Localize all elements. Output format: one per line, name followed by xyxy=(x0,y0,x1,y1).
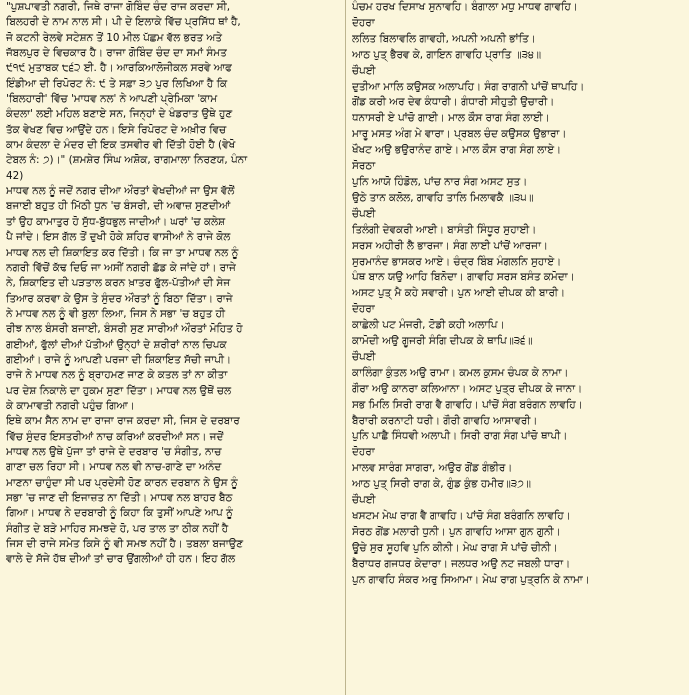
right-column-line: ਚੌਪਈ xyxy=(352,64,376,77)
right-column-line: ਚੌਪਈ xyxy=(352,350,376,363)
right-column-line: ਦੁਤੀਆ ਮਾਲਿ ਕਉਸਕ ਅਲਾਪਹਿ। ਸੰਗ ਰਾਗਨੀ ਪਾਂਚੋਂ ਥਾਪਹਿ। xyxy=(352,80,585,93)
right-column-line: ਪੰਚਮ ਹਰਖ ਦਿਸਾਖ ਸੁਨਾਵਹਿ। ਬੰਗਾਲਾ ਮਧੁ ਮਾਧਵ ਗਾਵਹਿ। xyxy=(352,1,578,13)
right-column-line: ਸੁਰਮਾਨੰਦ ਭਾਸਕਰ ਆਏ। ਚੰਦ੍ਰ ਬਿੰਬ ਮੰਗਲਨਿ ਸੁਹਾਏ। xyxy=(352,255,562,268)
left-column-line: ਪੈ ਜਾਂਦੇ। ਇਸ ਗੱਲ ਤੋਂ ਦੁਖੀ ਹੋਕੇ ਸ਼ਹਿਰ ਵਾਸੀਆਂ ਨੇ ਰਾਜੇ ਕੋਲ xyxy=(6,231,231,244)
left-column-line: ਗਾਣਾ ਚਲ ਰਿਹਾ ਸੀ। ਮਾਧਵ ਨਲ ਵੀ ਨਾਚ-ਗਾਣੇ ਦਾ ਅਨੰਦ xyxy=(6,461,222,474)
left-column-line: ਤਿਆਰ ਕਰਵਾ ਕੇ ਉਸ ਤੇ ਸੁੰਦਰ ਔਰਤਾਂ ਨੂੰ ਬਿਠਾ ਦਿੱਤਾ। ਰਾਜੇ xyxy=(6,292,233,305)
left-column-line: ਨੇ ਮਾਧਵ ਨਲ ਨੂੰ ਵੀ ਬੁਲਾ ਲਿਆ, ਜਿਸ ਨੇ ਸਭਾ 'ਚ ਬਹੁਤ ਹੀ xyxy=(6,307,226,320)
right-column-line: ਪੁਨਿ ਪਾਛੈ ਸਿੰਧਵੀ ਅਲਾਪੀ। ਸਿਰੀ ਰਾਗ ਸੰਗ ਪਾਂਚੋ ਥਾਪੀ। xyxy=(352,430,568,443)
right-column-line: ਪੁਨ ਗਾਵਹਿ ਸੰਕਰ ਅਰੁ ਸਿਆਮਾ। ਮੇਘ ਰਾਗ ਪੁਤ੍ਰਨਿ ਕੇ ਨਾਮਾ। xyxy=(352,573,590,586)
right-column-line: ਅਸਟ ਪੁਤ੍ ਮੈ ਕਹੇ ਸਵਾਰੀ। ਪੁਨ ਆਈ ਦੀਪਕ ਕੀ ਬਾਰੀ। xyxy=(352,287,566,300)
left-column-line: ਮਾਣਨਾ ਚਾਹੁੰਦਾ ਸੀ ਪਰ ਪ੍ਰਦੇਸੀ ਹੋਣ ਕਾਰਨ ਦਰਬਾਨ ਨੇ ਉਸ ਨੂੰ xyxy=(6,476,238,489)
left-column-line: ਤਾਂ ਉਹ ਕਾਮਾਤੁਰ ਹੋ ਸੁੱਧ-ਬੁੱਧਭੁਲ ਜਾਦੀਆਂ। ਘਰਾਂ 'ਚ ਕਲੇਸ਼ xyxy=(6,215,225,228)
right-column-line: ਊਚੇ ਸੁਰ ਸੂਹਵਿ ਪੁਨਿ ਕੀਨੀ। ਮੇਘ ਰਾਗ ਸੋ ਪਾਂਚੋ ਚੀਨੀ। xyxy=(352,541,558,554)
left-column-line: ਇੰਡੀਆ ਦੀ ਰਿਪੋਰਟ ਨੰ: ੯ ਤੇ ਸਫ਼ਾ ੩੭ ਪੁਰ ਲਿਖਿਆ ਹੈ ਕਿ xyxy=(6,77,228,90)
left-column-line: ਤੱਕ ਵੇਖਣ ਵਿਚ ਆਉਂਦੇ ਹਨ। ਇਸੇ ਰਿਪੋਰਟ ਦੇ ਅਖ਼ੀਰ ਵਿਚ xyxy=(6,123,227,136)
left-column-line: ਵਿੱਚ ਸੁੰਦਰ ਇਸਤਰੀਆਂ ਨਾਚ ਕਰਿਆਂ ਕਰਦੀਆਂ ਸਨ। ਜਦੋਂ xyxy=(6,430,224,443)
right-column-line: ਪੰਥ ਬਾਨ ਯਉ ਆਹਿ ਬਿਨੋਦਾ। ਗਾਵਹਿ ਸਰਸ ਬਸੰਤ ਕਮੋਦਾ। xyxy=(352,271,575,284)
right-column-line: ਕਾਮੋਦੀ ਅਉ ਗੂਜਰੀ ਸੰਗਿ ਦੀਪਕ ਕੇ ਥਾਪਿ॥੩੬॥ xyxy=(352,335,533,348)
right-column-line: ਕਾਛੇਲੀ ਪਟ ਮੰਜਰੀ, ਟੋਡੀ ਕਹੀ ਅਲਾਪਿ। xyxy=(352,319,505,332)
left-column-line: ਮਾਧਵ ਨਲ ਨੂੰ ਜਦੋਂ ਨਗਰ ਦੀਆ ਔਰਤਾਂ ਵੇਖਦੀਆਂ ਜਾ ਉਸ ਵੱਲੋਂ xyxy=(6,185,235,198)
right-column-line: ਬੈਰਾਰੀ ਕਰਨਾਟੀ ਧਰੀ। ਗੌਰੀ ਗਾਵਹਿ ਆਸਾਵਰੀ। xyxy=(352,414,538,427)
left-column-line: ਜੋ ਕਟਨੀ ਰੇਲਵੇ ਸਟੇਸ਼ਨ ਤੋਂ 10 ਮੀਲ ਪੱਛਮ ਵੱਲ ਭਰਤ ਅਤੇ xyxy=(6,31,222,44)
left-column-line: ਟੇਬਲ ਨੰ: ੭)।" (ਸ਼ਮਸ਼ੇਰ ਸਿੰਘ ਅਸ਼ੋਕ, ਰਾਗਮਾਲਾ ਨਿਰਣਯ, ਪੰਨਾ xyxy=(6,154,248,167)
right-column-line: ਪੁਨਿ ਆਯੋ ਹਿੰਡੋਲ, ਪਾਂਚ ਨਾਰ ਸੰਗ ਅਸਟ ਸੁਤ। xyxy=(352,175,528,188)
right-column-line: ਦੋਹਰਾ xyxy=(352,303,375,316)
left-column-line: ਮਾਧਵ ਨਲ ਦੀ ਸ਼ਿਕਾਇਤ ਕਰ ਦਿੱਤੀ। ਕਿ ਜਾ ਤਾ ਮਾਧਵ ਨਲ ਨੂੰ xyxy=(6,246,239,259)
left-column-line: 'ਬਿਲਹਾਰੀ' ਵਿੱਚ 'ਮਾਧਵ ਨਲ' ਨੇ ਆਪਣੀ ਪ੍ਰੇਮਿਕਾ 'ਕਾਮ xyxy=(6,93,218,106)
right-column-line: ਮਾਰੂ ਮਸਤ ਅੰਗ ਮੇ ਵਾਰਾ। ਪ੍ਰਬਲ ਚੰਦ ਕਉਸਕ ਉਭਾਰਾ। xyxy=(352,128,567,141)
right-column-line: ਚੌਪਈ xyxy=(352,494,376,507)
left-column-line: ਪਰ ਦੇਸ਼ ਨਿਕਾਲੇ ਦਾ ਹੁਕਮ ਸੁਣਾ ਦਿੱਤਾ। ਮਾਧਵ ਨਲ ਉਥੋਂ ਚਲ xyxy=(6,384,232,397)
left-column-line: ਗਈਆਂ, ਫੁੱਲਾਂ ਦੀਆਂ ਪੱਤੀਆਂ ਉਨ੍ਹਾਂ ਦੇ ਸ਼ਰੀਰਾਂ ਨਾਲ ਚਿਪਕ xyxy=(6,338,227,351)
left-column-line: ਗਈਆਂ। ਰਾਜੇ ਨੂੰ ਆਪਣੀ ਪਰਜਾ ਦੀ ਸ਼ਿਕਾਇਤ ਸੱਚੀ ਜਾਪੀ। xyxy=(6,353,232,366)
left-column-line: ਨਗਰੀ ਵਿੱਚੋਂ ਕੱਢ ਦਿਓ ਜਾ ਅਸੀਂ ਨਗਰੀ ਛੱਡ ਕੇ ਜਾਂਦੇ ਹਾਂ। ਰਾਜੇ xyxy=(6,261,236,274)
right-column-line: ਲਲਿਤ ਬਿਲਾਵਲਿ ਗਾਵਹੀ, ਅਪਨੀ ਅਪਨੀ ਭਾਂਤਿ। xyxy=(352,32,536,45)
right-column-line: ਧਨਾਸਰੀ ਏ ਪਾਂਚੋ ਗਾਈ। ਮਾਲ ਕੌਸ ਰਾਗ ਸੰਗ ਲਾਈ। xyxy=(352,112,550,125)
right-column-line: ਸਰਸ ਅਹੀਰੀ ਲੈ ਭਾਰਜਾ। ਸੰਗ ਲਾਈ ਪਾਂਚੋਂ ਆਰਜਾ। xyxy=(352,239,548,252)
left-column-line: ਇਥੇ ਕਾਮ ਸੈਨ ਨਾਮ ਦਾ ਰਾਜਾ ਰਾਜ ਕਰਦਾ ਸੀ, ਜਿਸ ਦੇ ਦਰਬਾਰ xyxy=(6,415,240,428)
left-column-line: ਬਿਲਹਰੀ ਦੇ ਨਾਮ ਨਾਲ ਸੀ। ਪੀ ਦੇ ਇਲਾਕੇ ਵਿੱਚ ਪ੍ਰਸਿੱਧ ਥਾਂ ਹੈ, xyxy=(6,16,241,29)
right-column-line: ਚੌਪਈ xyxy=(352,207,376,220)
left-column-line: ਸੰਗੀਤ ਦੇ ਬੜੇ ਮਾਹਿਰ ਸਮਝਦੇ ਹੋ, ਪਰ ਤਾਲ ਤਾ ਠੀਕ ਨਹੀਂ ਹੈ xyxy=(6,522,229,535)
right-column-line: ਗੋਂਡ ਕਰੀ ਅਰ ਦੇਵ ਕੰਧਾਰੀ। ਗੰਧਾਰੀ ਸੀਹੁਤੀ ਉਚਾਰੀ। xyxy=(352,96,555,109)
right-column-line: ਆਠ ਪੁਤ੍ ਭੈਰਵ ਕੇ, ਗਾਇਨ ਗਾਵਹਿ ਪ੍ਰਾਤਿ ॥੩੪॥ xyxy=(352,48,542,61)
left-column-line: 42) xyxy=(6,169,24,182)
left-column-line: ਕੰਦਲਾ' ਲਈ ਮਹਿਲ ਬਣਾਏ ਸਨ, ਜਿਨ੍ਹਾਂ ਦੇ ਖੰਡਰਾਤ ਉਥੇ ਹੁਣ xyxy=(6,108,233,121)
left-column-line: ਰਾਜੇ ਨੇ ਮਾਧਵ ਨਲ ਨੂੰ ਬ੍ਰਾਹਮਣ ਜਾਣ ਕੇ ਕਤਲ ਤਾਂ ਨਾ ਕੀਤਾ xyxy=(6,369,228,382)
left-column-line: ਸਭਾ 'ਚ ਜਾਣ ਦੀ ਇਜਾਜ਼ਤ ਨਾ ਦਿੱਤੀ। ਮਾਧਵ ਨਲ ਬਾਹਰ ਬੈਠ xyxy=(6,492,233,504)
right-column xyxy=(346,0,689,695)
left-column-line: ਮਾਧਵ ਨਲ ਉਥੇ ਪੁੱਜਾ ਤਾਂ ਰਾਜੇ ਦੇ ਦਰਬਾਰ 'ਚ ਸੰਗੀਤ, ਨਾਚ xyxy=(6,445,222,458)
right-column-line: ਗੌਰਾ ਅਉ ਕਾਨਰਾ ਕਲਿਆਨਾ। ਅਸਟ ਪੁਤ੍ਰ ਦੀਪਕ ਕੇ ਜਾਨਾ। xyxy=(352,382,583,395)
right-column-line: ਸੋਰਠਾ xyxy=(352,160,376,173)
right-column-line: ਤਿਲੰਗੀ ਦੇਵਕਰੀ ਆਈ। ਬਾਸੰਤੀ ਸਿੰਧੂਰ ਸੁਹਾਈ। xyxy=(352,223,537,236)
right-column-line: ਕਾਲਿੰਗਾ ਕੁੰਤਲ ਅਉ ਰਾਮਾ। ਕਮਲ ਕੁਸਮ ਚੰਪਕ ਕੇ ਨਾਮਾ। xyxy=(352,366,569,379)
left-column-line: ਬਜਾਈ ਬਹੁਤ ਹੀ ਮਿੱਠੀ ਧੁਨ 'ਚ ਬੰਸਰੀ, ਦੀ ਅਵਾਜ਼ ਸੁਣਦੀਆਂ xyxy=(6,200,231,213)
left-column-line: ਕਾਮ ਕੰਦਲਾ ਦੇ ਮੰਦਰ ਦੀ ਇਕ ਤਸਵੀਰ ਵੀ ਦਿੱਤੀ ਹੋਈ ਹੈ (ਵੇਖੋ xyxy=(6,139,236,152)
right-column-line: ਸੋਰਠ ਗੋਂਡ ਮਲਾਰੀ ਧੁਨੀ। ਪੁਨ ਗਾਵਹਿ ਆਸਾ ਗੁਨ ਗੁਨੀ। xyxy=(352,525,561,538)
left-column-line: ਵਾਲੇ ਦੇ ਸੱਜੇ ਹੱਥ ਦੀਆਂ ਤਾਂ ਚਾਰ ਉਂਗਲੀਆਂ ਹੀ ਹਨ। ਇਹ ਗੱਲ xyxy=(6,553,236,566)
right-column-line: ਖਸਟਮ ਮੇਘ ਰਾਗ ਵੈ ਗਾਵਹਿ। ਪਾਂਚੋ ਸੰਗ ਬਰੰਗਨਿ ਲਾਵਹਿ। xyxy=(352,510,571,522)
left-column-line: ਨੇ, ਸ਼ਿਕਾਇਤ ਦੀ ਪੜਤਾਲ ਕਰਨ ਖ਼ਾਤਰ ਫੁੱਲ-ਪੱਤੀਆਂ ਦੀ ਸੇਜ xyxy=(6,277,231,290)
right-column-line: ਬੈਰਾਧਰ ਗਜਧਰ ਕੇਦਾਰਾ। ਜਲਧਰ ਅਉ ਨਟ ਜਬਲੀ ਧਾਰਾ। xyxy=(352,557,571,570)
right-column-line: ਦੋਹਰਾ xyxy=(352,16,375,29)
right-column-line: ਆਠ ਪੁਤ੍ ਸਿਰੀ ਰਾਗ ਕੇ, ਗੁੰਡ ਕੁੰਭ ਹਮੀਰ॥੩੭॥ xyxy=(352,478,531,491)
right-column-line: ਮਾਲਵ ਸਾਰੰਗ ਸਾਗਰਾ, ਅਉਰ ਗੋਂਡ ਗੰਭੀਰ। xyxy=(352,462,513,475)
right-column-line: ਦੋਹਰਾ xyxy=(352,446,375,459)
left-column-line: ਜਿਸ ਦੀ ਰਾਜੇ ਸਮੇਤ ਕਿਸੇ ਨੂੰ ਵੀ ਸਮਝ ਨਹੀਂ ਹੈ। ਤਬਲਾ ਬਜਾਉਣ xyxy=(6,538,244,551)
left-column-line: ਰੀਝ ਨਾਲ ਬੰਸਰੀ ਬਜਾਈ, ਬੰਸਰੀ ਸੁਣ ਸਾਰੀਆਂ ਔਰਤਾਂ ਮੋਹਿਤ ਹੋ xyxy=(6,323,243,336)
left-column-line: ਕੇ ਕਾਮਾਵਤੀ ਨਗਰੀ ਪਹੁੰਚ ਗਿਆ। xyxy=(6,399,135,412)
left-column-line: ੯੧੯ ਮੁਤਾਬਕ ੮੬੨ ਈ. ਹੈ। ਆਰਕਿਆਲੋਜੀਕਲ ਸਰਵੇ ਆਫ xyxy=(6,62,232,75)
left-column-line: ਜੱਬਲਪੁਰ ਦੇ ਵਿਚਕਾਰ ਹੈ। ਰਾਜਾ ਗੋਬਿੰਦ ਚੰਦ ਦਾ ਸਮਾਂ ਸੰਮਤ xyxy=(6,47,227,60)
left-column-line: ਗਿਆ। ਮਾਧਵ ਨੇ ਦਰਬਾਰੀ ਨੂੰ ਕਿਹਾ ਕਿ ਤੁਸੀਂ ਆਪਣੇ ਆਪ ਨੂੰ xyxy=(6,507,233,520)
right-column-line: ਖੌਖਟ ਅਉ ਭਉਰਾਨੰਦ ਗਾਏ। ਮਾਲ ਕੌਸ ਰਾਗ ਸੰਗ ਲਾਏ। xyxy=(352,144,562,157)
right-column-line: ਸਭ ਮਿਲਿ ਸਿਰੀ ਰਾਗ ਵੈ ਗਾਵਹਿ। ਪਾਂਚੋਂ ਸੰਗ ਬਰੰਗਨ ਲਾਵਹਿ। xyxy=(352,398,583,411)
right-column-line: ਉਠੇ ਤਾਨ ਕਲੋਲ, ਗਾਵਹਿ ਤਾਲਿ ਮਿਲਾਵਕੈ ॥੩੫॥ xyxy=(352,191,534,204)
left-column-line: "ਪੁਸ਼ਪਾਵਤੀ ਨਗਰੀ, ਜਿਥੇ ਰਾਜਾ ਗੋਬਿੰਦ ਚੰਦ ਰਾਜ ਕਰਦਾ ਸੀ, xyxy=(6,1,231,13)
